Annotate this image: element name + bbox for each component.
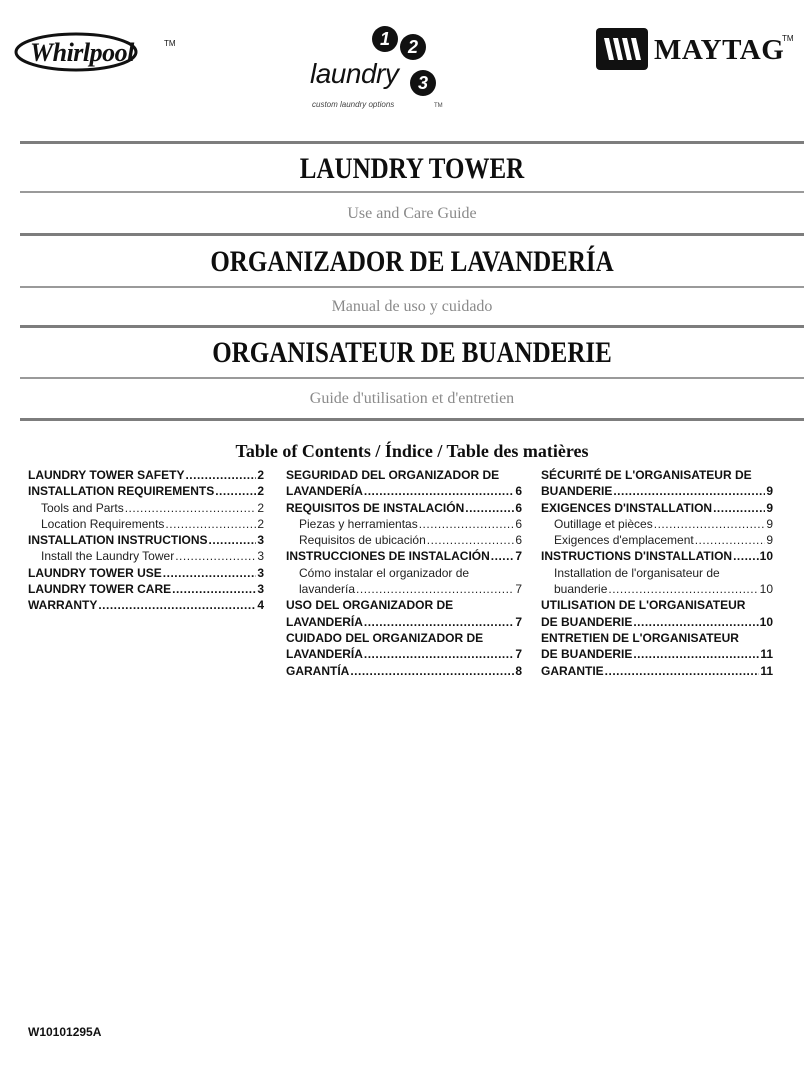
toc-entry-label: LAUNDRY TOWER SAFETY: [28, 468, 185, 482]
divider: [20, 418, 804, 421]
toc-entry-label: lavandería: [299, 582, 356, 597]
toc-entry-page: 2: [257, 484, 264, 499]
toc-entry[interactable]: [541, 532, 773, 548]
toc-entry-label: REQUISITOS DE INSTALACIÓN: [286, 500, 465, 515]
toc-entry-page: 9: [766, 484, 773, 499]
maytag-m-icon: [596, 28, 648, 70]
laundry-tm: TM: [434, 103, 443, 109]
toc-entry-label-line1: SÉCURITÉ DE L'ORGANISATEUR DE: [541, 468, 752, 482]
toc-entry-label-line1: SEGURIDAD DEL ORGANIZADOR DE: [286, 468, 500, 482]
toc-entry[interactable]: [541, 663, 773, 679]
maytag-wordmark: MAYTAG: [654, 34, 785, 66]
laundry-123-logo: [300, 20, 470, 120]
toc-entry-page: 8: [515, 663, 522, 678]
toc-entry-page: 7: [515, 582, 522, 597]
whirlpool-logo: [14, 30, 176, 80]
divider: [20, 141, 804, 144]
toc-entry[interactable]: [28, 581, 264, 597]
toc-entry-page: 4: [257, 598, 264, 613]
divider: [20, 377, 804, 379]
toc-entry-label: LAVANDERÍA: [286, 614, 363, 629]
laundry-number-1: 1: [372, 26, 398, 52]
toc-entry-page: 6: [515, 500, 522, 515]
toc-entry-label: INSTALLATION INSTRUCTIONS: [28, 533, 208, 548]
toc-entry-page: 11: [760, 647, 773, 662]
toc-entry-label: Install the Laundry Tower: [41, 549, 175, 564]
toc-entry[interactable]: [541, 565, 773, 598]
laundry-wordmark: laundry: [310, 58, 399, 89]
toc-entry-page: 3: [257, 565, 264, 580]
toc-entry-page: 10: [759, 549, 773, 564]
toc-entry-label: INSTRUCTIONS D'INSTALLATION: [541, 549, 733, 564]
divider: [20, 191, 804, 193]
toc-entry-page: 7: [515, 614, 522, 629]
whirlpool-wordmark: Whirlpool: [30, 38, 134, 67]
toc-entry-label-line1: ENTRETIEN DE L'ORGANISATEUR: [541, 630, 739, 645]
toc-entry-page: 10: [759, 614, 773, 629]
toc-entry[interactable]: [286, 597, 522, 630]
title-english: LAUNDRY TOWER: [299, 153, 525, 185]
toc-entry-page: 3: [257, 582, 264, 597]
toc-entry-label: GARANTIE: [541, 663, 604, 678]
laundry-number-3: 3: [410, 70, 436, 96]
toc-entry-label-line1: UTILISATION DE L'ORGANISATEUR: [541, 598, 746, 613]
document-number: W10101295A: [28, 1025, 102, 1039]
toc-entry-label: INSTRUCCIONES DE INSTALACIÓN: [286, 549, 490, 564]
toc-entry-label-line1: Installation de l'organisateur de: [554, 565, 720, 580]
toc-entry[interactable]: [28, 532, 264, 548]
toc-entry-page: 3: [257, 549, 264, 564]
toc-entry[interactable]: [28, 467, 264, 483]
whirlpool-tm: TM: [164, 39, 176, 48]
title-spanish: ORGANIZADOR DE LAVANDERÍA: [210, 246, 614, 278]
divider: [20, 325, 804, 328]
toc-entry-page: 9: [766, 500, 773, 515]
toc-entry-page: 9: [766, 516, 773, 531]
toc-entry-label: LAVANDERÍA: [286, 484, 363, 499]
toc-entry[interactable]: [286, 548, 522, 564]
toc-entry-label: GARANTÍA: [286, 663, 350, 678]
toc-entry-page: 6: [515, 533, 522, 548]
divider: [20, 233, 804, 236]
toc-entry[interactable]: [28, 483, 264, 499]
toc-entry-page: 11: [760, 663, 773, 678]
toc-entry-page: 9: [766, 533, 773, 548]
toc-entry[interactable]: [286, 500, 522, 516]
toc-entry-label: EXIGENCES D'INSTALLATION: [541, 500, 713, 515]
toc-entry-page: 10: [759, 582, 773, 597]
toc-entry-page: 6: [515, 516, 522, 531]
toc-entry[interactable]: [541, 516, 773, 532]
toc-column-french: [541, 467, 773, 679]
toc-column-english: [28, 467, 264, 614]
subtitle-french: Guide d'utilisation et d'entretien: [309, 390, 515, 407]
toc-entry-label: Location Requirements: [41, 516, 165, 531]
toc-entry[interactable]: [541, 467, 773, 500]
title-french: ORGANISATEUR DE BUANDERIE: [212, 337, 612, 369]
maytag-logo: [596, 28, 792, 74]
toc-entry[interactable]: [286, 467, 522, 500]
toc-entry-label: Tools and Parts: [41, 500, 124, 515]
subtitle-spanish: Manual de uso y cuidado: [331, 298, 493, 315]
toc-entry[interactable]: [541, 630, 773, 663]
toc-entry-label: DE BUANDERIE: [541, 647, 633, 662]
toc-entry[interactable]: [28, 500, 264, 516]
toc-entry-label: Requisitos de ubicación: [299, 533, 426, 548]
toc-entry-page: 6: [515, 484, 522, 499]
toc-entry[interactable]: [541, 548, 773, 564]
toc-entry[interactable]: [28, 597, 264, 613]
subtitle-english: Use and Care Guide: [347, 205, 477, 222]
toc-entry-page: 7: [515, 647, 522, 662]
toc-entry[interactable]: [28, 516, 264, 532]
toc-heading: Table of Contents / Índice / Table des matières: [235, 441, 589, 461]
toc-entry-label: buanderie: [554, 582, 608, 597]
toc-entry-label-line1: USO DEL ORGANIZADOR DE: [286, 598, 454, 613]
toc-entry-label: LAVANDERÍA: [286, 647, 363, 662]
toc-entry-page: 2: [257, 516, 264, 531]
toc-entry-label: WARRANTY: [28, 598, 98, 613]
laundry-tagline: custom laundry options: [312, 100, 395, 109]
toc-entry[interactable]: [286, 565, 522, 598]
laundry-number-2: 2: [400, 34, 426, 60]
toc-entry[interactable]: [541, 500, 773, 516]
toc-entry[interactable]: [286, 516, 522, 532]
toc-entry[interactable]: [28, 548, 264, 564]
toc-column-spanish: [286, 467, 522, 679]
toc-entry-label: Outillage et pièces: [554, 516, 653, 531]
toc-entry-label-line1: Cómo instalar el organizador de: [299, 565, 470, 580]
toc-entry-label: LAUNDRY TOWER USE: [28, 565, 162, 580]
toc-entry-page: 7: [515, 549, 522, 564]
toc-entry-page: 2: [257, 500, 264, 515]
maytag-tm: TM: [782, 34, 794, 43]
toc-entry[interactable]: [28, 565, 264, 581]
toc-entry-page: 3: [257, 533, 264, 548]
toc-entry-label-line1: CUIDADO DEL ORGANIZADOR DE: [286, 630, 484, 645]
toc-entry[interactable]: [286, 532, 522, 548]
toc-entry[interactable]: [541, 597, 773, 630]
toc-entry-label: Exigences d'emplacement: [554, 533, 694, 548]
toc-entry-label: INSTALLATION REQUIREMENTS: [28, 484, 215, 499]
toc-entry-label: Piezas y herramientas: [299, 516, 418, 531]
toc-entry[interactable]: [286, 663, 522, 679]
toc-entry-page: 2: [257, 468, 264, 482]
toc-entry-label: BUANDERIE: [541, 484, 613, 499]
toc-entry-label: DE BUANDERIE: [541, 614, 633, 629]
toc-entry[interactable]: [286, 630, 522, 663]
toc-entry-label: LAUNDRY TOWER CARE: [28, 582, 172, 597]
divider: [20, 286, 804, 288]
